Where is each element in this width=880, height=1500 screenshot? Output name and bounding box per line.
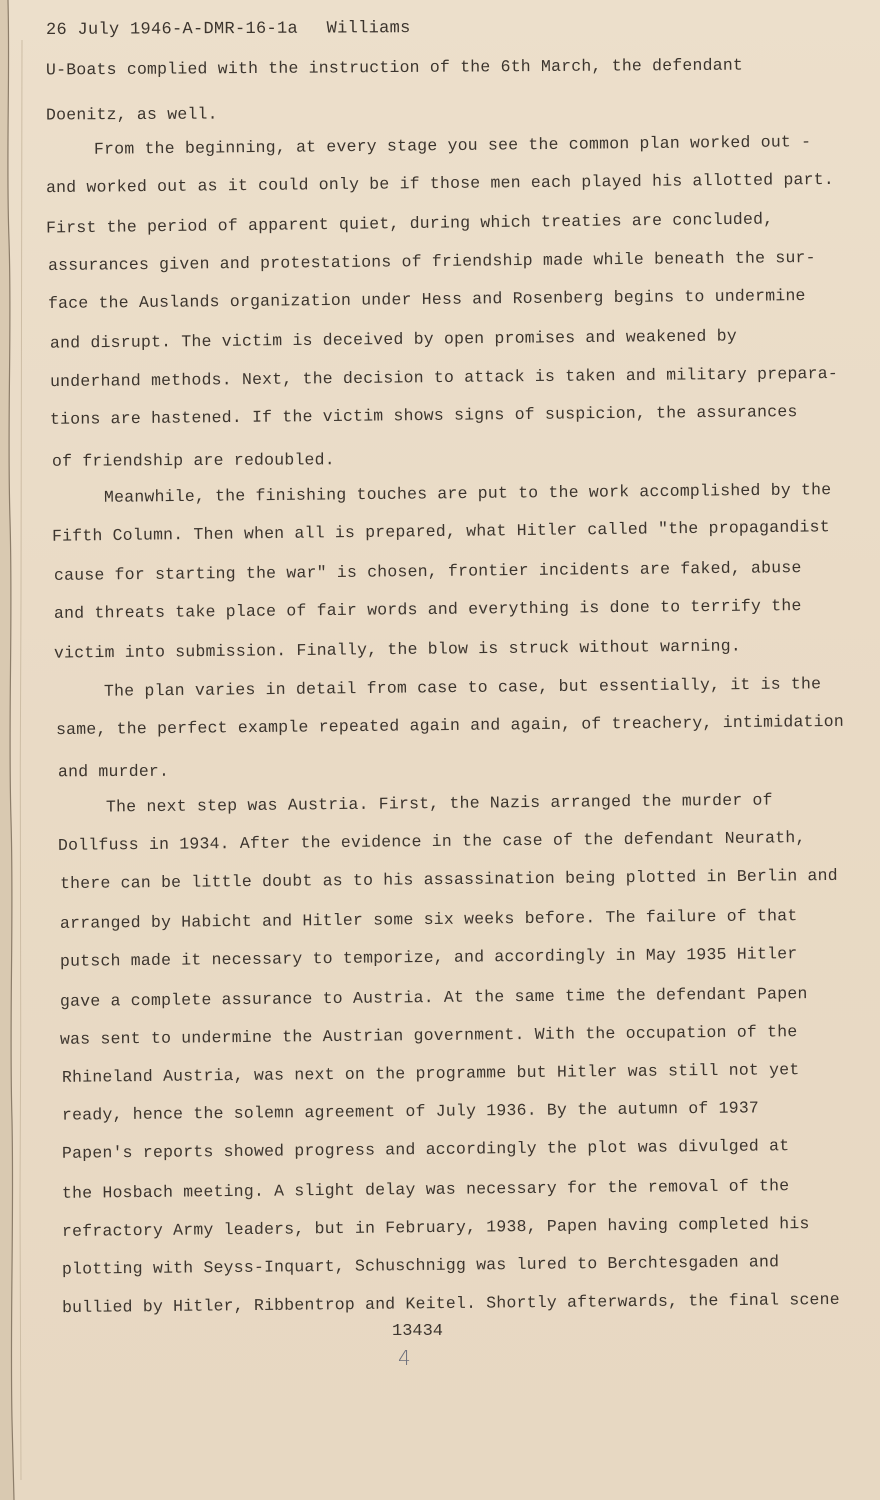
- text-line: bullied by Hitler, Ribbentrop and Keitel. Shortly afterwards, the final scene: [61, 1289, 840, 1318]
- text-line: and worked out as it could only be if those men each played his allotted part.: [45, 169, 835, 198]
- text-line: and threats take place of fair words and everything is done to terrify the: [53, 596, 802, 623]
- document-header: [46, 19, 429, 40]
- text-line: refractory Army leaders, but in February, 1938, Papen having completed his: [61, 1214, 810, 1241]
- text-line: First the period of apparent quiet, during which treaties are concluded,: [45, 209, 774, 238]
- text-line: of friendship are redoubled.: [51, 450, 335, 471]
- text-line: victim into submission. Finally, the blow is struck without warning.: [53, 636, 741, 663]
- torn-left-edge: [0, 0, 34, 1500]
- text-line: there can be little doubt as to his assassination being plotted in Berlin and: [59, 865, 838, 894]
- text-line: Doenitz, as well.: [45, 104, 218, 125]
- text-line: The plan varies in detail from case to case, but essentially, it is the: [103, 674, 822, 701]
- text-line: Meanwhile, the finishing touches are put to the work accomplished by the: [103, 480, 832, 507]
- text-line: U-Boats complied with the instruction of the 6th March, the defendant: [45, 55, 744, 80]
- text-line: gave a complete assurance to Austria. At the same time the defendant Papen: [59, 984, 808, 1011]
- text-line: tions are hastened. If the victim shows signs of suspicion, the assurances: [49, 402, 798, 429]
- text-line: Papen's reports showed progress and accordingly the plot was divulged at: [61, 1136, 790, 1163]
- text-line: underhand methods. Next, the decision to attack is taken and military prepara-: [49, 363, 839, 392]
- text-line: cause for starting the war" is chosen, frontier incidents are faked, abuse: [53, 558, 802, 585]
- text-line: arranged by Habicht and Hitler some six weeks before. The failure of that: [59, 906, 798, 933]
- text-line: From the beginning, at every stage you see the common plan worked out -: [93, 132, 812, 159]
- text-line: The next step was Austria. First, the Nazis arranged the murder of: [105, 790, 773, 817]
- text-line: the Hosbach meeting. A slight delay was necessary for the removal of the: [61, 1176, 790, 1203]
- text-line: Dollfuss in 1934. After the evidence in the case of the defendant Neurath,: [57, 828, 806, 855]
- text-line: face the Auslands organization under Hess and Rosenberg begins to undermine: [47, 286, 806, 313]
- text-line: Rhineland Austria, was next on the programme but Hitler was still not yet: [61, 1060, 800, 1087]
- text-line: assurances given and protestations of friendship made while beneath the sur-: [47, 247, 816, 276]
- text-line: plotting with Seyss-Inquart, Schuschnigg was lured to Berchtesgaden and: [61, 1252, 780, 1279]
- handwritten-mark: 4: [398, 1346, 411, 1370]
- page-number: 13434: [392, 1322, 444, 1341]
- text-line: and disrupt. The victim is deceived by open promises and weakened by: [49, 326, 737, 353]
- text-line: and murder.: [57, 761, 170, 782]
- text-line: was sent to undermine the Austrian government. With the occupation of the: [59, 1022, 798, 1049]
- text-line: Fifth Column. Then when all is prepared, what Hitler called "the propagandist: [51, 517, 830, 546]
- text-line: ready, hence the solemn agreement of July 1936. By the autumn of 1937: [61, 1098, 760, 1125]
- text-line: putsch made it necessary to temporize, and accordingly in May 1935 Hitler: [59, 944, 798, 971]
- header-date-code: 26 July 1946-A-DMR-16-1a: [45, 19, 299, 41]
- header-speaker: Williams: [326, 19, 411, 39]
- text-line: same, the perfect example repeated again and again, of treachery, intimidation: [55, 711, 845, 740]
